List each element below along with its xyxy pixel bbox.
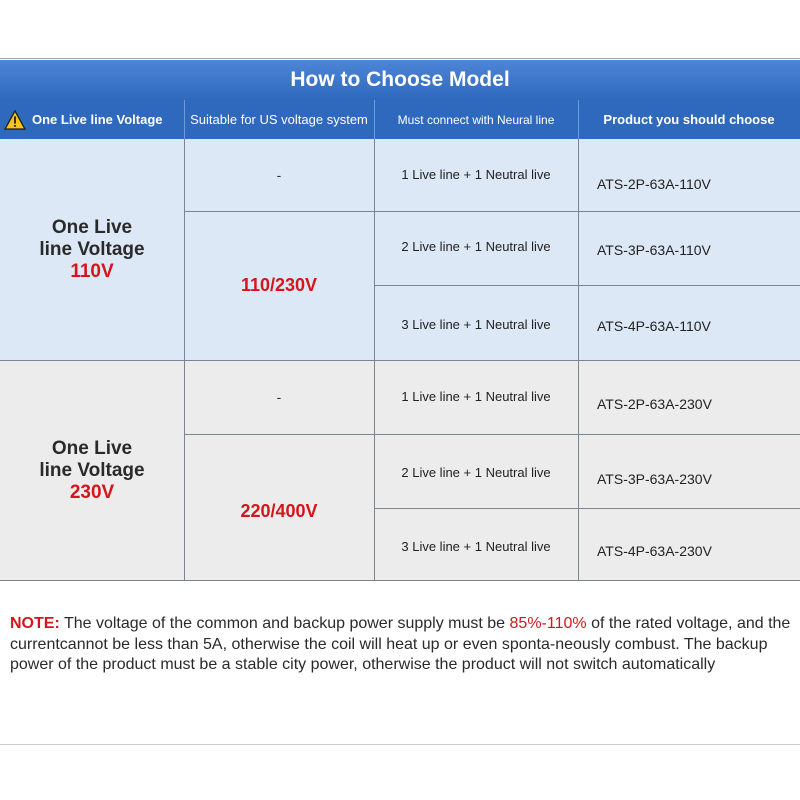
connection-cell: 3 Live line + 1 Neutral live	[401, 539, 551, 554]
voltage-value: 110V	[70, 261, 114, 282]
note-paragraph	[10, 614, 794, 676]
header-voltage-label: One Live line Voltage	[32, 111, 163, 127]
header-connection: Must connect with Neural line	[397, 112, 555, 127]
system-value: 110/230V	[240, 275, 318, 295]
connection-cell: 1 Live line + 1 Neutral live	[401, 389, 551, 404]
product-cell: ATS-3P-63A-110V	[597, 242, 711, 258]
warning-triangle-icon	[4, 110, 26, 130]
row-divider	[184, 211, 800, 212]
header-product: Product you should choose	[603, 111, 775, 127]
voltage-group-110v	[0, 139, 800, 361]
system-value: 220/400V	[240, 501, 318, 521]
voltage-cell	[0, 361, 184, 580]
row-divider	[374, 285, 800, 286]
column-divider	[578, 361, 579, 580]
product-cell: ATS-4P-63A-230V	[597, 543, 712, 559]
connection-cell: 2 Live line + 1 Neutral live	[401, 465, 551, 480]
note-text: of the rated voltage, and the currentcannot be less than 5A, otherwise the coil will heat up or even sponta-neously combust. The backup power of the product must be a stable city power, otherwise the product will not switch automatically	[10, 615, 791, 673]
row-divider	[374, 508, 800, 509]
voltage-label-line2: line Voltage	[39, 459, 145, 481]
voltage-cell	[0, 139, 184, 361]
connection-cell: 3 Live line + 1 Neutral live	[401, 317, 551, 332]
product-cell: ATS-4P-63A-110V	[597, 318, 711, 334]
note-text: The voltage of the common and backup power supply must be	[59, 615, 510, 632]
column-divider	[578, 139, 579, 361]
voltage-group-230v	[0, 361, 800, 580]
voltage-label-line1: One Live	[51, 217, 133, 238]
system-dash: -	[276, 167, 282, 183]
system-dash: -	[276, 389, 282, 405]
voltage-label-line1: One Live	[51, 437, 133, 459]
note-label: NOTE:	[10, 615, 60, 632]
voltage-value: 230V	[69, 481, 115, 503]
table-title: How to Choose Model	[0, 60, 800, 100]
connection-cell: 2 Live line + 1 Neutral live	[401, 239, 551, 254]
connection-cell: 1 Live line + 1 Neutral live	[401, 167, 551, 182]
product-cell: ATS-3P-63A-230V	[597, 471, 712, 487]
product-cell: ATS-2P-63A-230V	[597, 396, 712, 412]
product-cell: ATS-2P-63A-110V	[597, 176, 711, 192]
row-divider	[184, 434, 800, 435]
header-voltage	[0, 100, 184, 139]
voltage-label-line2: line Voltage	[39, 239, 145, 260]
table-bottom-border	[0, 580, 800, 581]
header-system: Suitable for US voltage system	[190, 111, 368, 127]
note-highlight: 85%-110%	[509, 615, 587, 632]
table-header	[0, 100, 800, 139]
